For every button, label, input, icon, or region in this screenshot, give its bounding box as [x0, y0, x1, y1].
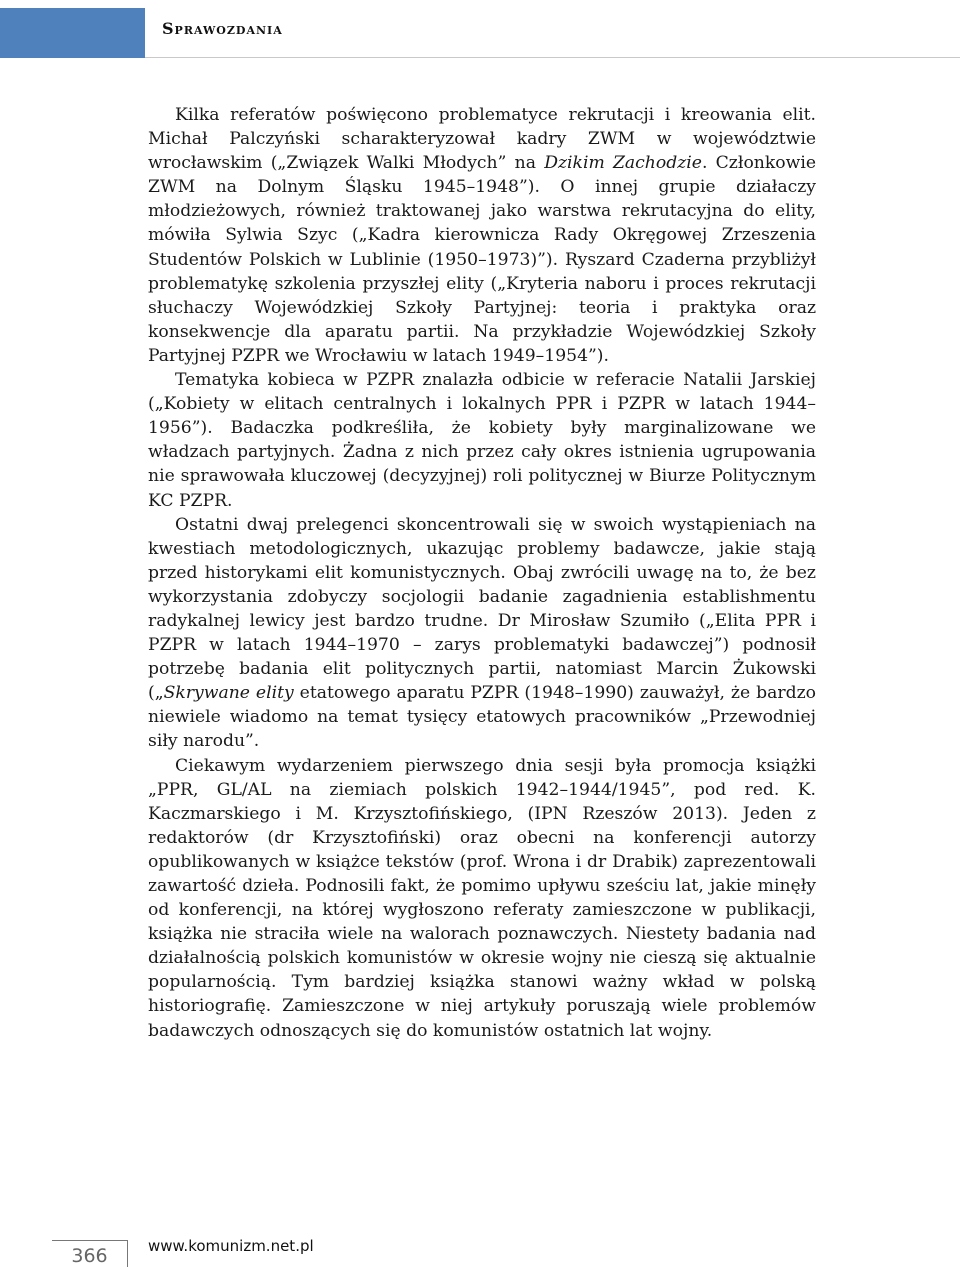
paragraph-book-promotion: Ciekawym wydarzeniem pierwszego dnia sesji była promocja książki „PPR, GL/AL na ziemiach polskich 1942–1944/1945”, pod red. K. Kaczmarskiego i M. Krzysztofińskiego, (IPN Rzeszów 2013). Jeden z redaktorów (dr Krzysztofiński) oraz obecni na konferencji autorzy opublikowanych w książce tekstów (prof. Wrona i dr Drabik) zaprezentowali zawartość dzieła. Podnosili fakt, że pomimo upływu sześciu lat, jakie minęły od konferencji, na której wygłoszono referaty zamieszczone w publikacji, książka nie straciła wiele na walorach poznawczych. Niestety badania nad działalnością polskich komunistów w okresie wojny nie cieszą się aktualnie popularnością. Tym bardziej książka stanowi ważny wkład w polską historiografię. Zamieszczone w niej artykuły poruszają wiele problemów badawczych odnoszących się do komunistów ostatnich lat wojny.	[148, 755, 816, 1041]
italic-phrase: Skrywane elity	[163, 683, 294, 704]
footer-url[interactable]: www.komunizm.net.pl	[148, 1237, 314, 1255]
paragraph-text: . Członkowie ZWM na Dolnym Śląsku 1945–1948”). O innej grupie działaczy młodzieżowych, również traktowanej jako warstwa rekrutacyjna do elity, mówiła Sylwia Szyc („Kadra kierownicza Rady Okręgowej Zrzeszenia Studentów Polskich w Lublinie (1950–1973)”). Ryszard Czaderna przybliżył problematykę szkolenia przyszłej elity („Kryteria naboru i proces rekrutacji słuchaczy Wojewódzkiej Szkoły Partyjnej: teoria i praktyka oraz konsekwencje dla aparatu partii. Na przykładzie Wojewódzkiej Szkoły Partyjnej PZPR we Wrocławiu w latach 1949–1954”).	[148, 153, 816, 366]
section-title: Sprawozdania	[162, 19, 283, 38]
paragraph-women: Tematyka kobieca w PZPR znalazła odbicie w referacie Natalii Jarskiej („Kobiety w elitach centralnych i lokalnych PPR i PZPR w latach 1944–1956”). Badaczka podkreśliła, że kobiety były marginalizowane we władzach partyjnych. Żadna z nich przez cały okres istnienia ugrupowania nie sprawowała kluczowej (decyzyjnej) roli politycznej w Biurze Politycznym KC PZPR.	[148, 370, 816, 511]
header-divider	[145, 57, 960, 58]
paragraph-methodology	[148, 513, 816, 754]
article-body	[148, 103, 816, 1043]
paragraph-recruitment	[148, 103, 816, 368]
header-color-block	[0, 8, 145, 58]
paragraph-text: etatowego aparatu PZPR (1948–1990) zauważył, że bardzo niewiele wiadomo na temat tysięcy etatowych pracowników „Przewodniej siły narodu”.	[148, 683, 816, 752]
italic-phrase: Dzikim Zachodzie	[544, 153, 702, 174]
paragraph-text: Kilka referatów poświęcono problematyce rekrutacji i kreowania elit. Michał Palczyński scharakteryzował kadry ZWM w województwie wrocławskim („Związek Walki Młodych” na	[148, 105, 816, 174]
page-number: 366	[52, 1240, 128, 1267]
paragraph-text: Ostatni dwaj prelegenci skoncentrowali się w swoich wystąpieniach na kwestiach metodologicznych, ukazując problemy badawcze, jakie stają przed historykami elit komunistycznych. Obaj zwrócili uwagę na to, że bez wykorzystania zdobyczy socjologii badanie zagadnienia establishmentu radykalnej lewicy jest bardzo trudne. Dr Mirosław Szumiło („Elita PPR i PZPR w latach 1944–1970 – zarys problematyki badawczej”) podnosił potrzebę badania elit politycznych partii, natomiast Marcin Żukowski („	[148, 514, 816, 704]
